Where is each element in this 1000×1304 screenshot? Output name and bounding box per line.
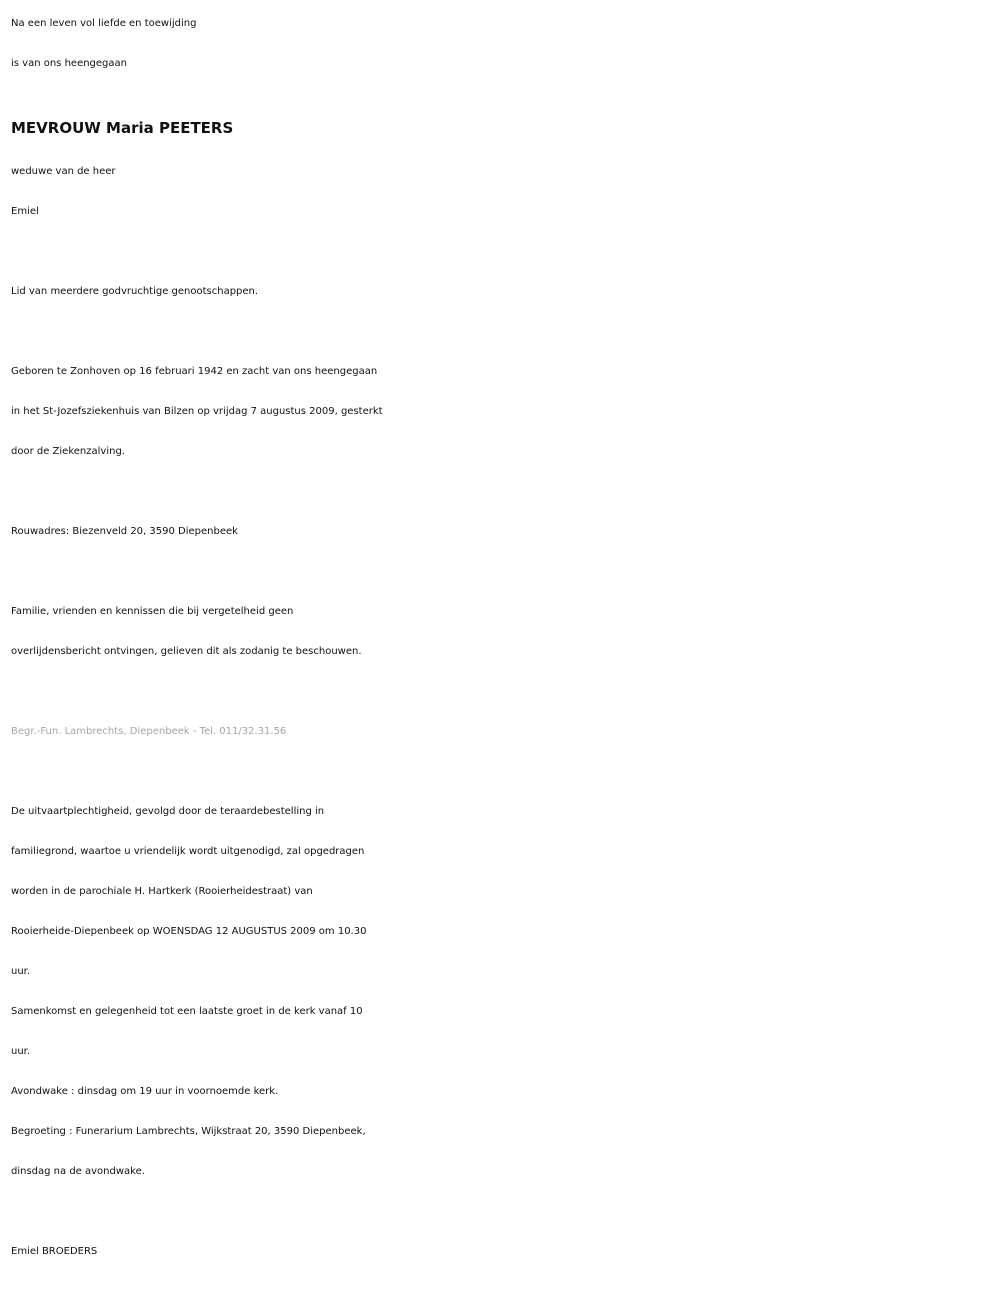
ceremony-line-1: De uitvaartplechtigheid, gevolgd door de teraardebestelling in	[11, 806, 325, 817]
spacer	[11, 1192, 1000, 1232]
ceremony-line-2: familiegrond, waartoe u vriendelijk wordt uitgenodigd, zal opgedragen	[11, 846, 365, 857]
ceremony-line-8: Avondwake : dinsdag om 19 uur in voornoemde kerk.	[11, 1086, 279, 1097]
spacer	[11, 312, 1000, 352]
mourning-address: Rouwadres: Biezenveld 20, 3590 Diepenbeek	[11, 526, 238, 537]
ceremony-line-7: uur.	[11, 1046, 31, 1057]
ceremony-line-4: Rooierheide-Diepenbeek op WOENSDAG 12 AUGUSTUS 2009 om 10.30	[11, 926, 367, 937]
spacer	[11, 672, 1000, 712]
signature: Emiel BROEDERS	[11, 1246, 98, 1257]
membership-text: Lid van meerdere godvruchtige genootschappen.	[11, 286, 259, 297]
deceased-name: MEVROUW Maria PEETERS	[11, 119, 234, 137]
notice-line-1: Familie, vrienden en kennissen die bij vergetelheid geen	[11, 606, 294, 617]
spacer	[11, 232, 1000, 272]
intro-line-2: is van ons heengegaan	[11, 58, 127, 69]
ceremony-line-6: Samenkomst en gelegenheid tot een laatste groet in de kerk vanaf 10	[11, 1006, 363, 1017]
ceremony-line-9: Begroeting : Funerarium Lambrechts, Wijkstraat 20, 3590 Diepenbeek,	[11, 1126, 366, 1137]
intro-line-1: Na een leven vol liefde en toewijding	[11, 18, 197, 29]
notice-line-2: overlijdensbericht ontvingen, gelieven dit als zodanig te beschouwen.	[11, 646, 362, 657]
relation-line-1: weduwe van de heer	[11, 166, 116, 177]
birth-death-line-3: door de Ziekenzalving.	[11, 446, 125, 457]
relation-line-2: Emiel	[11, 206, 39, 217]
ceremony-line-10: dinsdag na de avondwake.	[11, 1166, 145, 1177]
spacer	[11, 472, 1000, 512]
ceremony-line-5: uur.	[11, 966, 31, 977]
birth-death-line-2: in het St-Jozefsziekenhuis van Bilzen op vrijdag 7 augustus 2009, gesterkt	[11, 406, 383, 417]
spacer	[11, 552, 1000, 592]
birth-death-line-1: Geboren te Zonhoven op 16 februari 1942 en zacht van ons heengegaan	[11, 366, 378, 377]
undertaker-info: Begr.-Fun. Lambrechts, Diepenbeek - Tel. 011/32.31.56	[11, 726, 287, 737]
ceremony-line-3: worden in de parochiale H. Hartkerk (Rooierheidestraat) van	[11, 886, 313, 897]
spacer	[11, 752, 1000, 792]
